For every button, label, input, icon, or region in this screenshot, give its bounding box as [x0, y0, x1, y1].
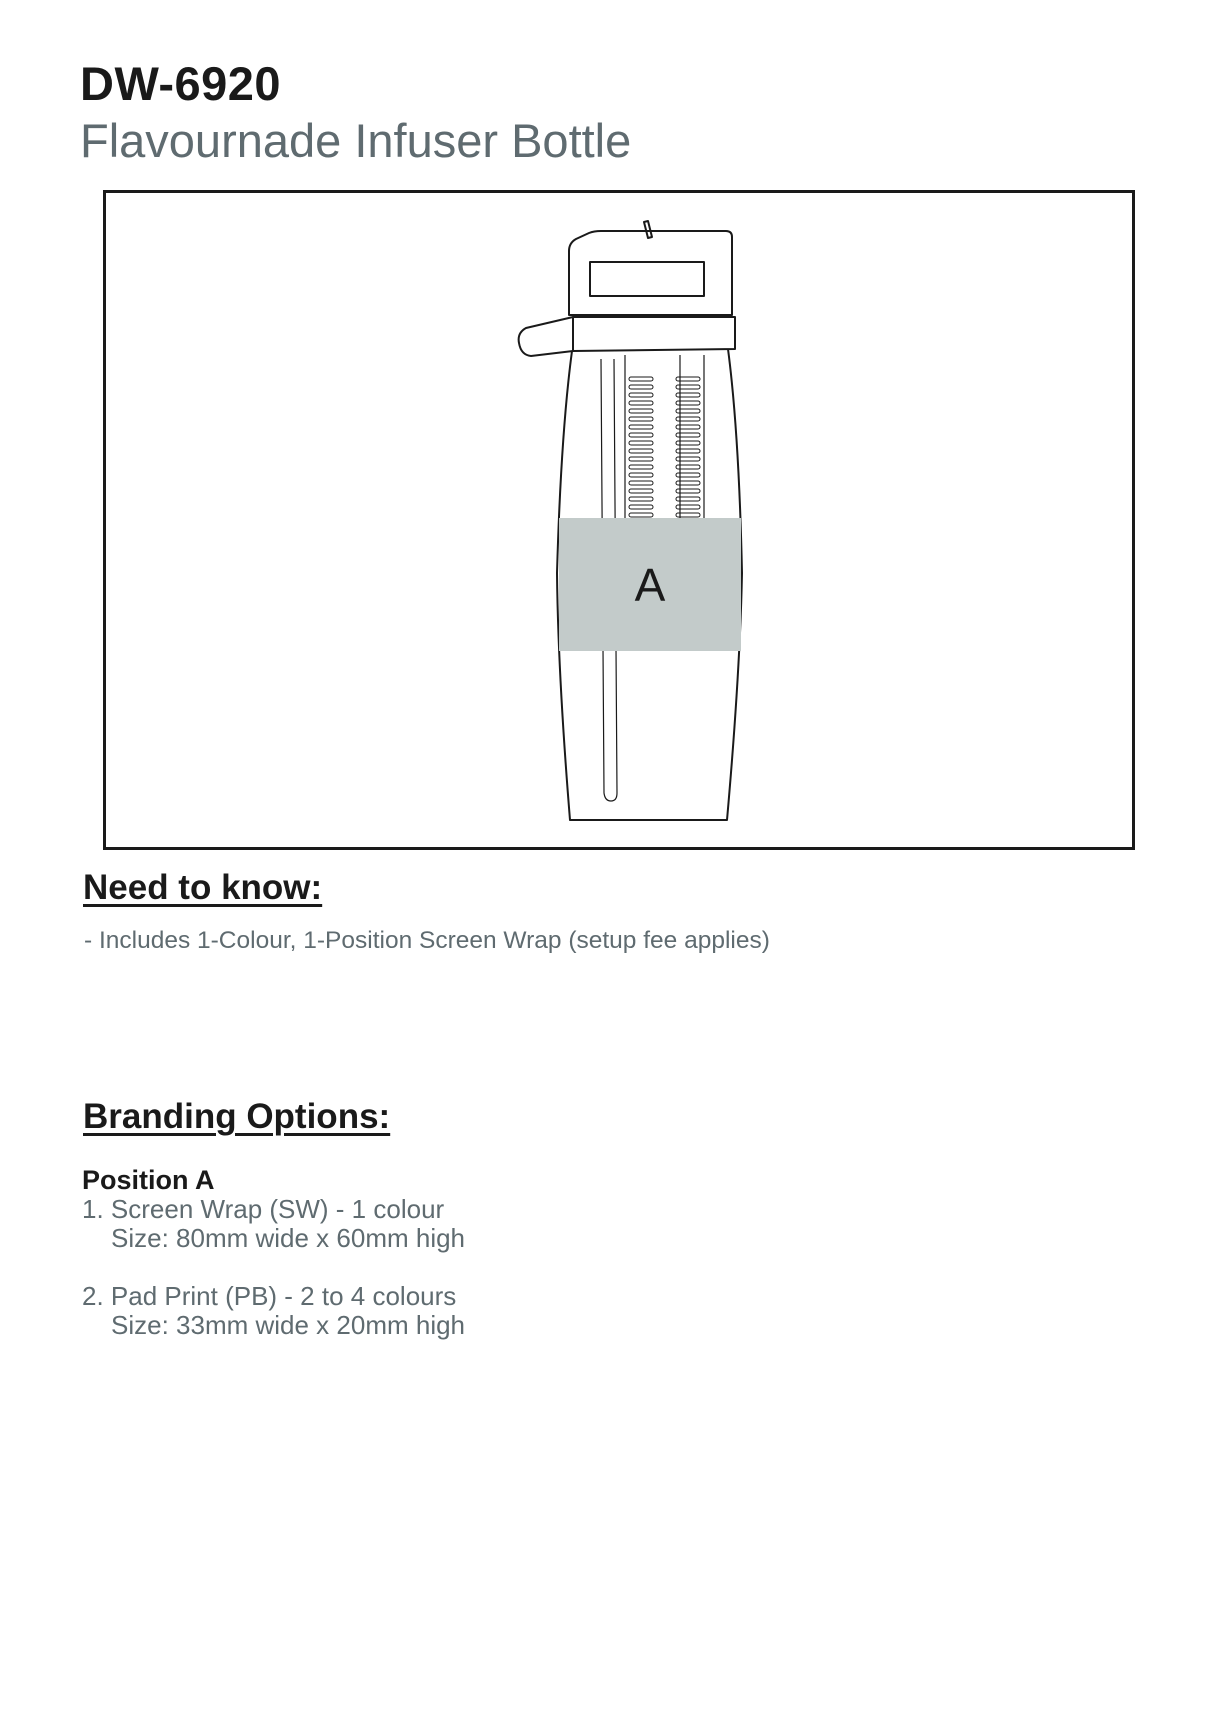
branding-option — [82, 1282, 465, 1340]
infuser-slot — [629, 489, 653, 493]
bottle-collar — [519, 317, 735, 356]
branding-option — [82, 1195, 465, 1253]
infuser-slot — [629, 457, 653, 461]
infuser-slot — [629, 513, 653, 517]
infuser-slot — [629, 385, 653, 389]
print-area-label: A — [634, 559, 666, 611]
infuser-slots — [629, 377, 700, 517]
infuser-slot — [629, 393, 653, 397]
product-code: DW-6920 — [80, 57, 282, 110]
infuser-slot — [629, 433, 653, 437]
infuser-slot — [629, 505, 653, 509]
infuser-slot — [629, 449, 653, 453]
branding-option-method: 2. Pad Print (PB) - 2 to 4 colours — [82, 1281, 457, 1311]
infuser-slot — [629, 401, 653, 405]
branding-options-heading: Branding Options: — [83, 1097, 391, 1136]
infuser-slot — [629, 417, 653, 421]
infuser-slot — [629, 465, 653, 469]
infuser-slot — [629, 441, 653, 445]
position-a-label: Position A — [82, 1165, 215, 1195]
product-illustration-frame — [103, 190, 1135, 850]
branding-option-method: 1. Screen Wrap (SW) - 1 colour — [82, 1194, 445, 1224]
branding-option-size: Size: 33mm wide x 20mm high — [111, 1310, 466, 1340]
infuser-slot — [629, 377, 653, 381]
straw-tip — [644, 221, 652, 238]
need-to-know-note: - Includes 1-Colour, 1-Position Screen Wrap (setup fee applies) — [84, 927, 770, 954]
bottle-lid — [569, 231, 732, 315]
product-name: Flavournade Infuser Bottle — [80, 114, 632, 167]
lid-window — [590, 262, 704, 296]
need-to-know-heading: Need to know: — [83, 868, 323, 907]
bottle-illustration — [106, 193, 1132, 847]
infuser-slot — [629, 497, 653, 501]
infuser-slot — [629, 481, 653, 485]
infuser-slot — [629, 425, 653, 429]
infuser-slot — [629, 409, 653, 413]
branding-option-size: Size: 80mm wide x 60mm high — [111, 1223, 466, 1253]
infuser-slot — [629, 473, 653, 477]
